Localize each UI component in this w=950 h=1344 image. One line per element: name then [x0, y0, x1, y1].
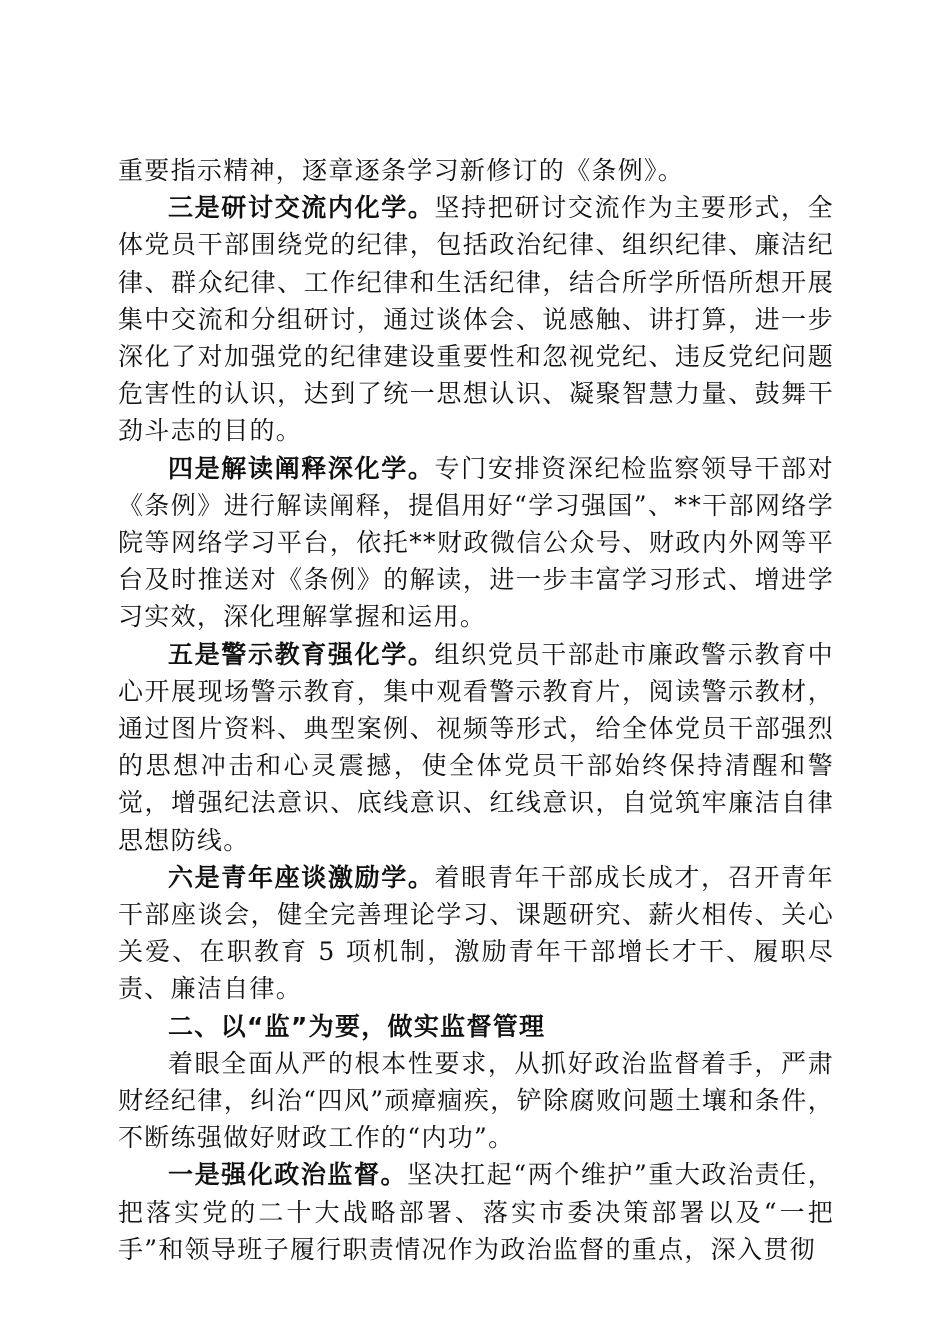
paragraph-section-point-1	[118, 1156, 834, 1268]
paragraph-point-5	[118, 636, 834, 859]
paragraph-lead: 六是青年座谈激励学。	[168, 862, 435, 892]
paragraph-text: 着眼全面从严的根本性要求，从抓好政治监督着手，严肃财经纪律，纠治“四风”顽瘴痼疾，铲除腐败问题土壤和条件，不断练强做好财政工作的“内功”。	[118, 1048, 834, 1153]
paragraph-point-6	[118, 859, 834, 1008]
paragraph-point-3	[118, 189, 834, 449]
paragraph-text: 专门安排资深纪检监察领导干部对《条例》进行解读阐释，提倡用好“学习强国”、**干部网络学院等网络学习平台，依托**财政微信公众号、财政内外网等平台及时推送对《条例》的解读，进一步丰富学习形式、增进学习实效，深化理解掌握和运用。	[118, 453, 834, 632]
section-intro-paragraph	[118, 1045, 834, 1157]
paragraph-lead: 五是警示教育强化学。	[168, 639, 435, 669]
section-heading: 二、以“监”为要，做实监督管理	[168, 1011, 546, 1041]
paragraph-lead: 四是解读阐释深化学。	[168, 453, 435, 483]
paragraph-lead: 三是研讨交流内化学。	[168, 193, 435, 223]
paragraph-lead: 一是强化政治监督。	[168, 1160, 408, 1190]
paragraph-text: 重要指示精神，逐章逐条学习新修订的《条例》。	[118, 156, 685, 185]
paragraph-text: 着眼青年干部成长成才，召开青年干部座谈会，健全完善理论学习、课题研究、薪火相传、关心关爱、在职教育 5 项机制，激励青年干部增长才干、履职尽责、廉洁自律。	[118, 862, 834, 1004]
paragraph-point-4	[118, 450, 834, 636]
paragraph-text: 坚持把研讨交流作为主要形式，全体党员干部围绕党的纪律，包括政治纪律、组织纪律、廉洁纪律、群众纪律、工作纪律和生活纪律，结合所学所悟所想开展集中交流和分组研讨，通过谈体会、说感触、讲打算，进一步深化了对加强党的纪律建设重要性和忽视党纪、违反党纪问题危害性的认识，达到了统一思想认识、凝聚智慧力量、鼓舞干劲斗志的目的。	[118, 193, 834, 446]
document-page	[118, 152, 834, 1268]
paragraph-text: 组织党员干部赴市廉政警示教育中心开展现场警示教育，集中观看警示教育片，阅读警示教材，通过图片资料、典型案例、视频等形式，给全体党员干部强烈的思想冲击和心灵震撼，使全体党员干部始终保持清醒和警觉，增强纪法意识、底线意识、红线意识，自觉筑牢廉洁自律思想防线。	[118, 639, 834, 855]
paragraph-continuation	[118, 152, 834, 189]
paragraph-text: 坚决扛起“两个维护”重大政治责任，把落实党的二十大战略部署、落实市委决策部署以及“一把手”和领导班子履行职责情况作为政治监督的重点，深入贯彻	[118, 1160, 834, 1264]
